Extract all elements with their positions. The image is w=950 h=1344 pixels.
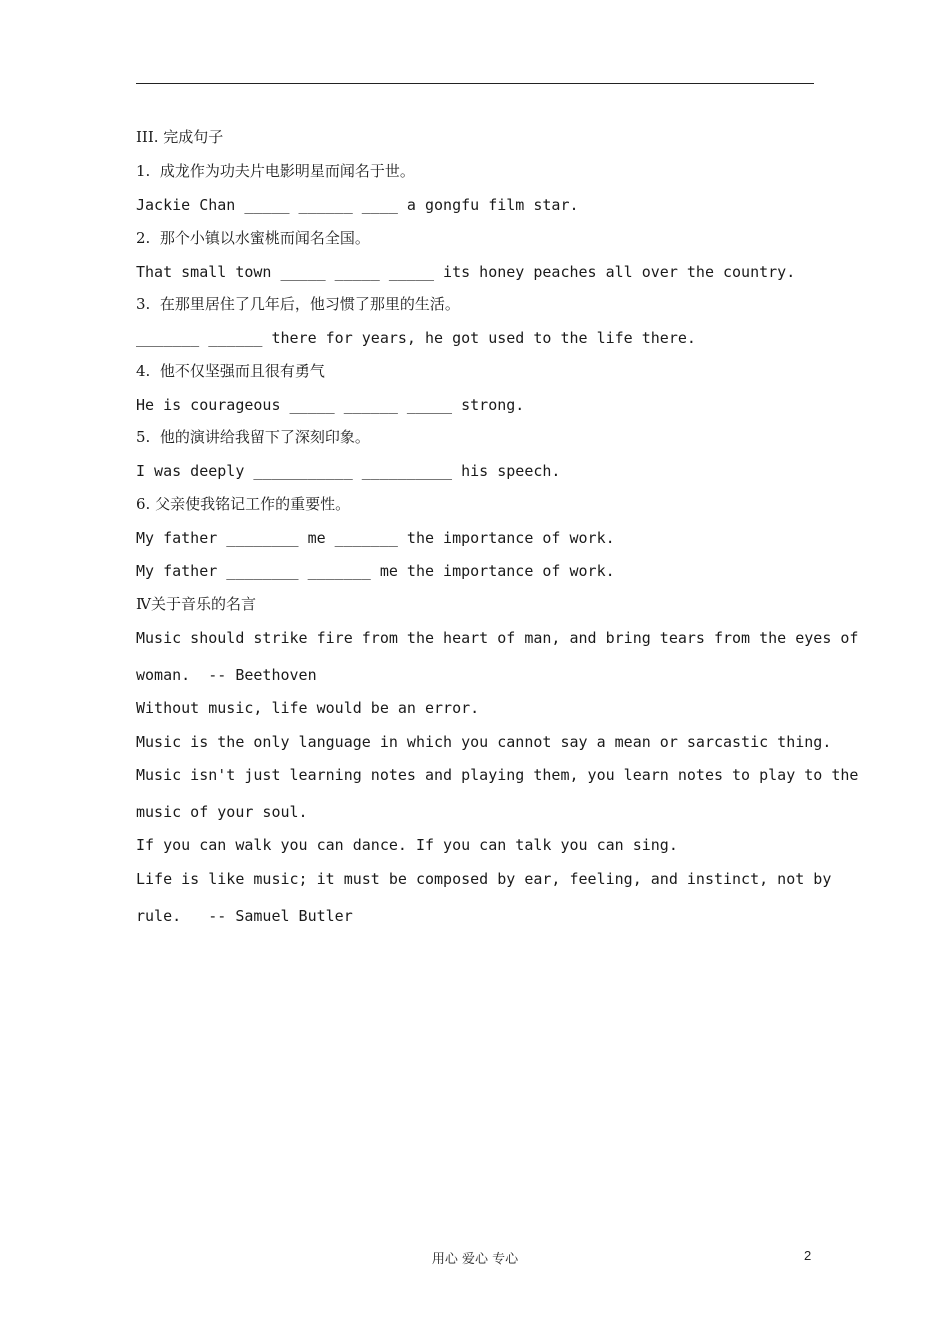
quote-line: rule. -- Samuel Butler	[136, 907, 353, 925]
quote-line: music of your soul.	[136, 803, 308, 821]
page-number: 2	[804, 1248, 812, 1263]
quote-line: Life is like music; it must be composed by ear, feeling, and instinct, not by	[136, 870, 832, 888]
quote-line: Without music, life would be an error.	[136, 699, 480, 717]
item-1-chinese: 1. 成龙作为功夫片电影明星而闻名于世。	[136, 162, 415, 180]
item-4-english: He is courageous _____ ______ _____ strong.	[136, 396, 525, 414]
item-4-chinese: 4. 他不仅坚强而且很有勇气	[136, 362, 325, 380]
header-rule	[136, 83, 814, 84]
item-6-english-alt: My father ________ _______ me the importance of work.	[136, 562, 615, 580]
section-4-heading: Ⅳ关于音乐的名言	[136, 595, 256, 613]
item-6-english: My father ________ me _______ the importance of work.	[136, 529, 615, 547]
item-5-english: I was deeply ___________ __________ his speech.	[136, 462, 561, 480]
quote-line: Music is the only language in which you cannot say a mean or sarcastic thing.	[136, 733, 832, 751]
item-3-chinese: 3. 在那里居住了几年后，他习惯了那里的生活。	[136, 295, 460, 313]
item-5-chinese: 5. 他的演讲给我留下了深刻印象。	[136, 428, 370, 446]
quote-line: If you can walk you can dance. If you can talk you can sing.	[136, 836, 678, 854]
quote-line: woman. -- Beethoven	[136, 666, 317, 684]
footer-motto: 用心 爱心 专心	[431, 1252, 519, 1267]
item-1-english: Jackie Chan _____ ______ ____ a gongfu film star.	[136, 196, 579, 214]
item-2-chinese: 2. 那个小镇以水蜜桃而闻名全国。	[136, 229, 370, 247]
quote-line: Music isn't just learning notes and playing them, you learn notes to play to the	[136, 766, 859, 784]
section-3-heading: III. 完成句子	[136, 128, 224, 146]
item-3-english: _______ ______ there for years, he got used to the life there.	[136, 329, 696, 347]
item-2-english: That small town _____ _____ _____ its honey peaches all over the country.	[136, 263, 796, 281]
item-6-chinese: 6. 父亲使我铭记工作的重要性。	[136, 495, 351, 513]
quote-line: Music should strike fire from the heart of man, and bring tears from the eyes of	[136, 629, 859, 647]
